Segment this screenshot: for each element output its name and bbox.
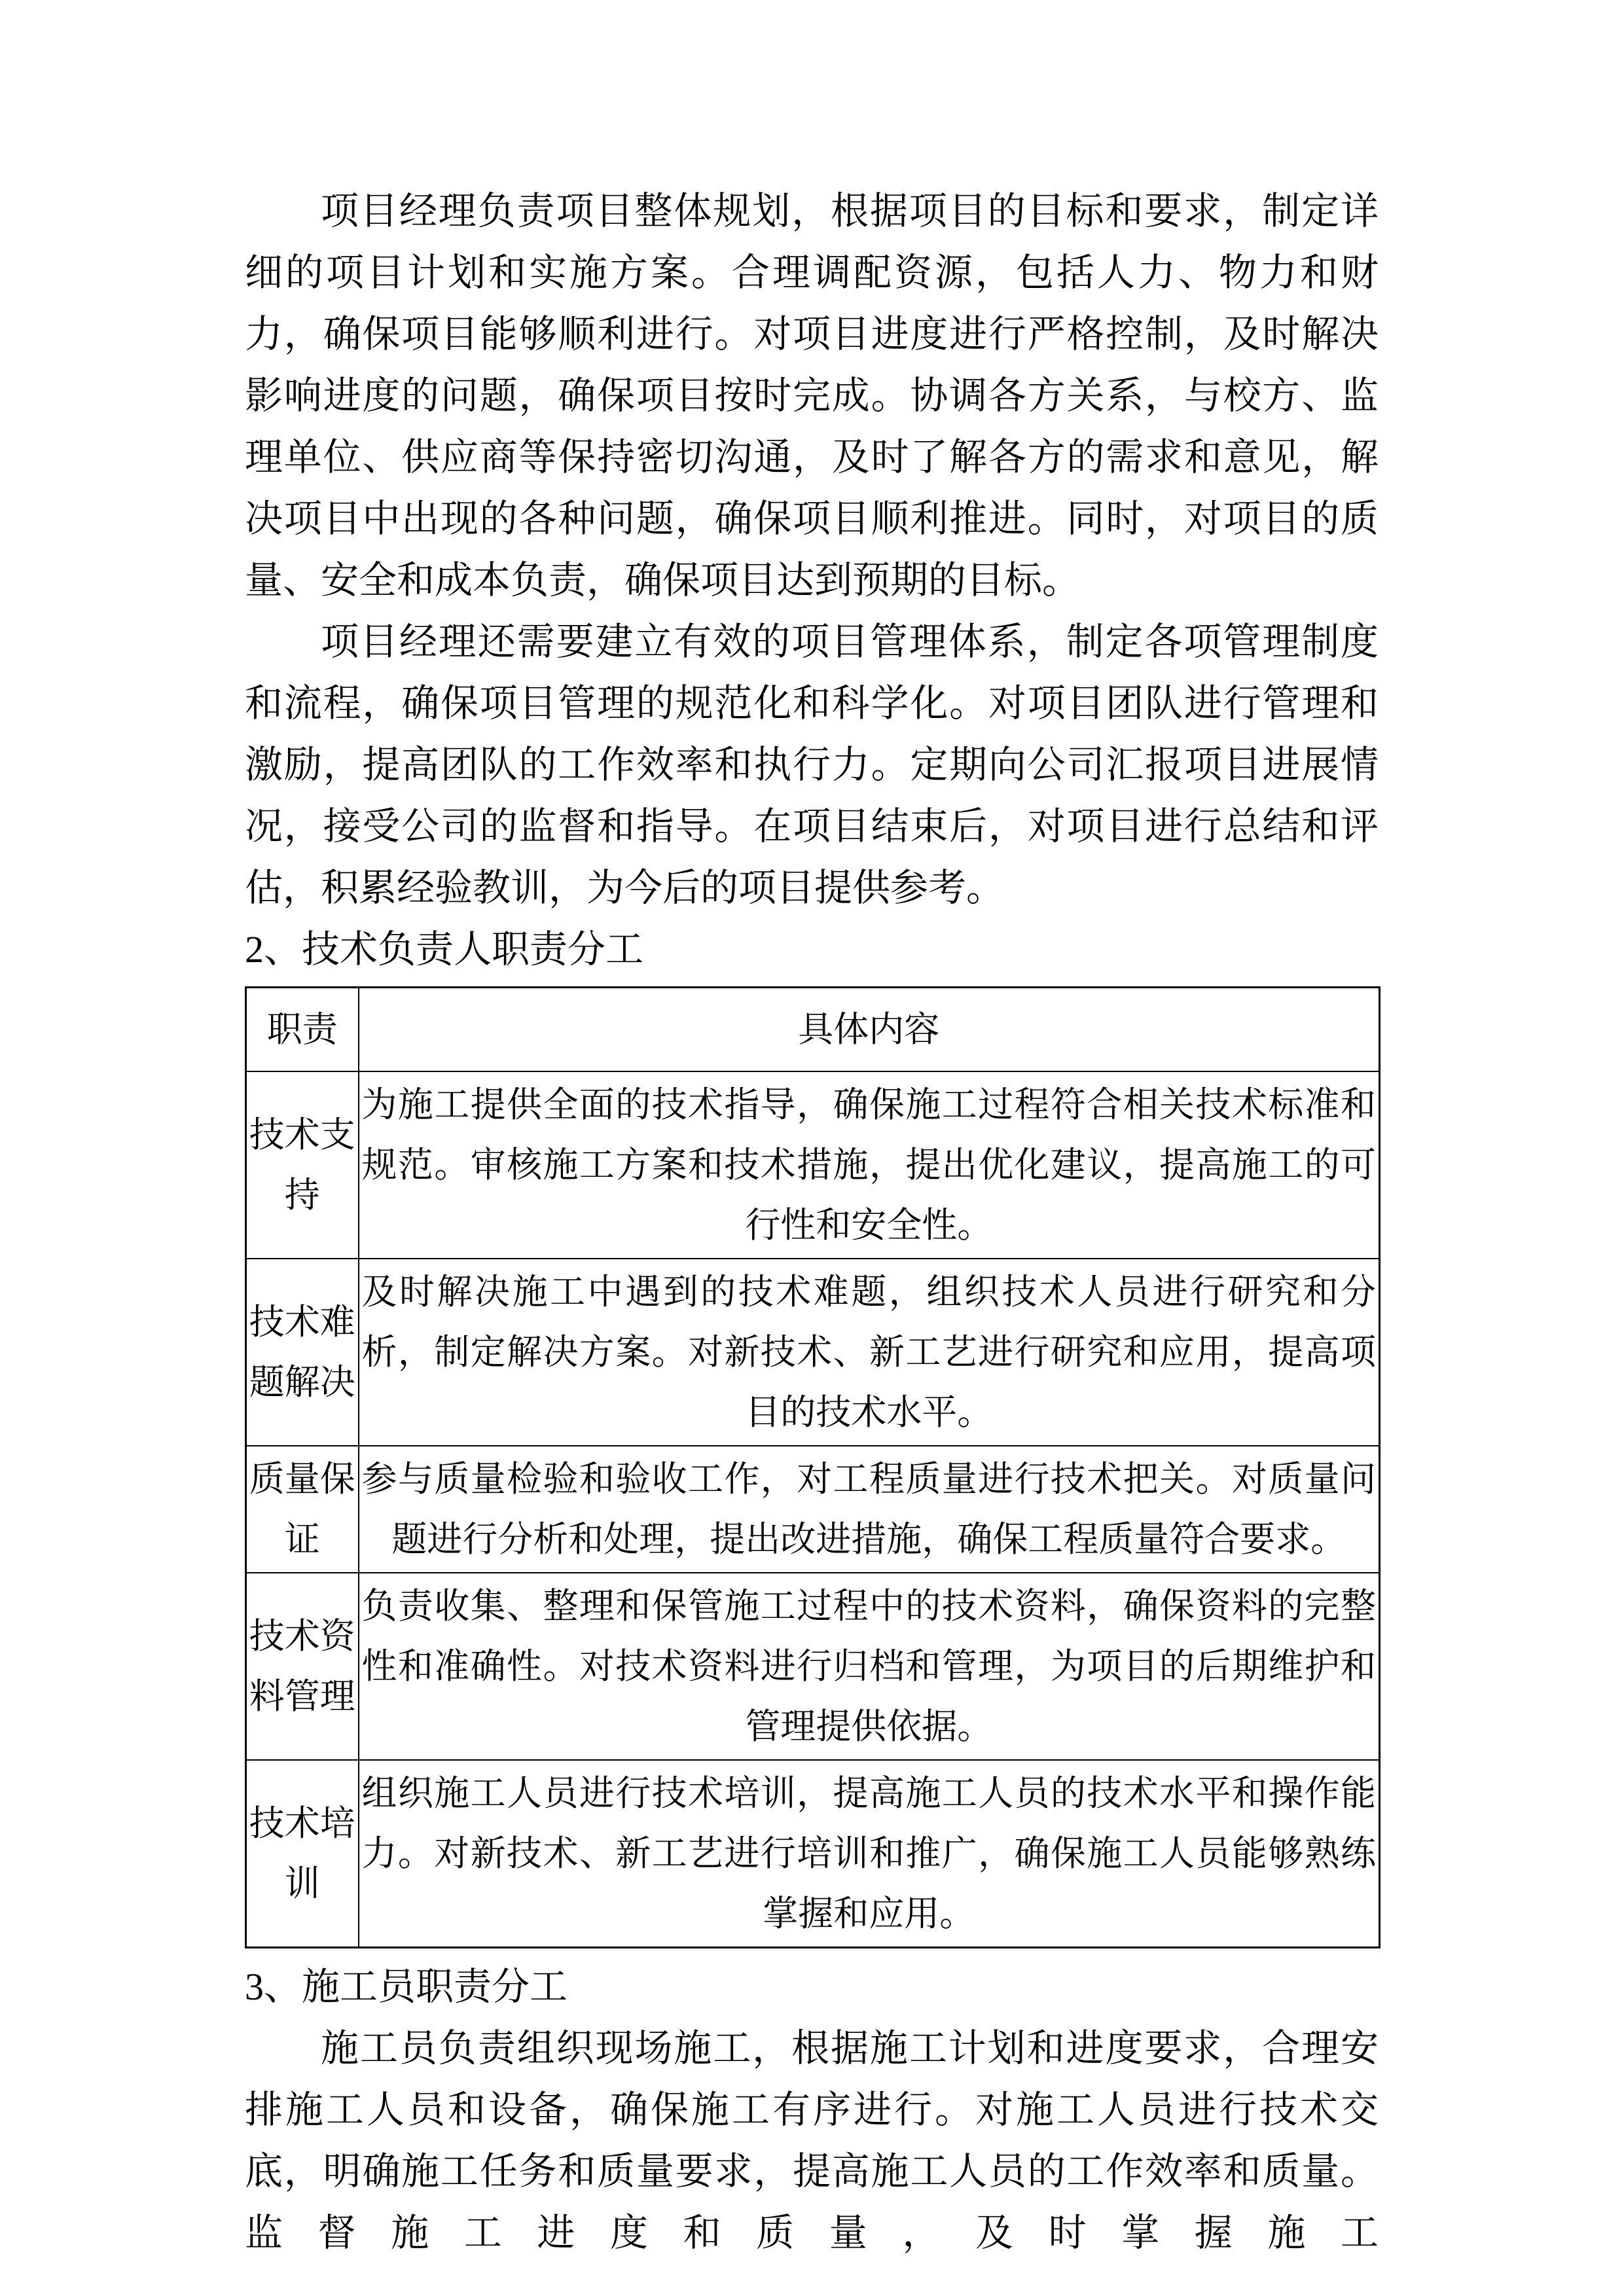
cell-detail: 及时解决施工中遇到的技术难题，组织技术人员进行研究和分析，制定解决方案。对新技术、新工艺进行研究和应用，提高项目的技术水平。 [359,1259,1380,1446]
table-row [246,1573,1380,1760]
cell-role: 技术资料管理 [246,1573,359,1760]
table-row [246,1760,1380,1948]
heading-section-2: 2、技术负责人职责分工 [245,928,644,971]
page-content [245,181,1379,2264]
paragraph-pm-overall-planning: 项目经理负责项目整体规划，根据项目的目标和要求，制定详细的项目计划和实施方案。合理调配资源，包括人力、物力和财力，确保项目能够顺利进行。对项目进度进行严格控制，及时解决影响进度的问题，确保项目按时完成。协调各方关系，与校方、监理单位、供应商等保持密切沟通，及时了解各方的需求和意见，解决项目中出现的各种问题，确保项目顺利推进。同时，对项目的质量、安全和成本负责，确保项目达到预期的目标。 [245,190,1379,601]
paragraph-construction-worker-duties: 施工员负责组织现场施工，根据施工计划和进度要求，合理安排施工人员和设备，确保施工有序进行。对施工人员进行技术交底，明确施工任务和质量要求，提高施工人员的工作效率和质量。监督施工进度和质量，及时掌握施工 [245,2027,1379,2254]
table-row [246,1446,1380,1573]
cell-detail: 为施工提供全面的技术指导，确保施工过程符合相关技术标准和规范。审核施工方案和技术措施，提出优化建议，提高施工的可行性和安全性。 [359,1071,1380,1259]
table-row [246,1259,1380,1446]
cell-role: 技术培训 [246,1760,359,1948]
table-bottom-spacer [245,1948,1379,1956]
table-row [246,1071,1380,1259]
paragraph-pm-management-system: 项目经理还需要建立有效的项目管理体系，制定各项管理制度和流程，确保项目管理的规范化和科学化。对项目团队进行管理和激励，提高团队的工作效率和执行力。定期向公司汇报项目进展情况，接受公司的监督和指导。在项目结束后，对项目进行总结和评估，积累经验教训，为今后的项目提供参考。 [245,620,1379,909]
cell-detail: 组织施工人员进行技术培训，提高施工人员的技术水平和操作能力。对新技术、新工艺进行培训和推广，确保施工人员能够熟练掌握和应用。 [359,1760,1380,1948]
technical-lead-responsibility-table [245,986,1380,1948]
cell-role: 技术难题解决 [246,1259,359,1446]
table-header-row [246,988,1380,1072]
cell-detail: 负责收集、整理和保管施工过程中的技术资料，确保资料的完整性和准确性。对技术资料进行归档和管理，为项目的后期维护和管理提供依据。 [359,1573,1380,1760]
heading-section-3: 3、施工员职责分工 [245,1965,568,2008]
column-header-detail: 具体内容 [359,988,1380,1072]
cell-role: 技术支持 [246,1071,359,1259]
cell-detail: 参与质量检验和验收工作，对工程质量进行技术把关。对质量问题进行分析和处理，提出改进措施，确保工程质量符合要求。 [359,1446,1380,1573]
column-header-role: 职责 [246,988,359,1072]
cell-role: 质量保证 [246,1446,359,1573]
